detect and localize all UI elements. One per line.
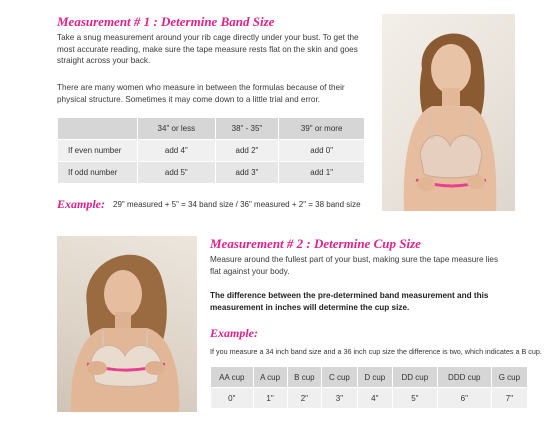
cup-table-header-cell: B cup [287, 367, 322, 388]
band-table-cell: add 5" [138, 162, 216, 184]
cup-table-header-cell: AA cup [211, 367, 254, 388]
band-table-header-row [58, 118, 365, 140]
band-table-row-label: If even number [58, 140, 138, 162]
band-size-heading: Measurement # 1 : Determine Band Size [57, 14, 275, 29]
band-table-cell: add 2" [215, 140, 279, 162]
band-table-cell: add 3" [215, 162, 279, 184]
band-example-label: Example: [57, 197, 105, 211]
cup-example-label: Example: [210, 326, 258, 340]
table-row [58, 162, 365, 184]
cup-table-cell: 5" [393, 388, 438, 409]
band-table-header-cell: 34" or less [138, 118, 216, 140]
band-table-cell: add 1" [279, 162, 365, 184]
cup-table-cell: 2" [287, 388, 322, 409]
model-photo-cup-measurement [57, 236, 197, 412]
band-size-instructions: Take a snug measurement around your rib cage directly under your bust. To get the most accurate reading, make sure the tape measure rests flat on the skin and goes straight across your back. [57, 33, 359, 65]
cup-table-header-cell: D cup [357, 367, 392, 388]
cup-table-cell: 0" [211, 388, 254, 409]
band-size-table [57, 117, 365, 184]
cup-example-text: If you measure a 34 inch band size and a 36 inch cup size the difference is two, which indicates a B cup. [210, 347, 542, 356]
table-row [58, 140, 365, 162]
cup-size-heading: Measurement # 2 : Determine Cup Size [210, 236, 421, 251]
band-table-cell: add 0" [279, 140, 365, 162]
band-table-header-cell: 39" or more [279, 118, 365, 140]
band-table-header-cell: 38" - 35" [215, 118, 279, 140]
cup-table-header-cell: G cup [491, 367, 527, 388]
cup-table-cell: 3" [322, 388, 357, 409]
cup-size-table [210, 366, 528, 409]
model-illustration [382, 14, 515, 211]
band-example-text: 29" measured + 5" = 34 band size / 36" measured + 2" = 38 band size [113, 200, 361, 209]
band-table-header-cell [58, 118, 138, 140]
cup-size-instructions: Measure around the fullest part of your bust, making sure the tape measure lies flat against your body. [210, 255, 499, 276]
cup-table-header-cell: A cup [253, 367, 287, 388]
cup-table-header-row [211, 367, 528, 388]
cup-table-header-cell: DDD cup [437, 367, 491, 388]
model-illustration [57, 236, 197, 412]
table-row [211, 388, 528, 409]
band-table-cell: add 4" [138, 140, 216, 162]
cup-size-explanation: The difference between the pre-determined band measurement and this measurement in inches will determine the cup size. [210, 291, 489, 312]
cup-table-cell: 4" [357, 388, 392, 409]
band-size-note: There are many women who measure in between the formulas because of their physical structure. Sometimes it may come down to a little trial and error. [57, 83, 345, 104]
band-table-row-label: If odd number [58, 162, 138, 184]
cup-table-header-cell: DD cup [393, 367, 438, 388]
cup-table-cell: 7" [491, 388, 527, 409]
cup-table-cell: 6" [437, 388, 491, 409]
cup-table-header-cell: C cup [322, 367, 357, 388]
cup-table-cell: 1" [253, 388, 287, 409]
model-photo-band-measurement [382, 14, 515, 211]
